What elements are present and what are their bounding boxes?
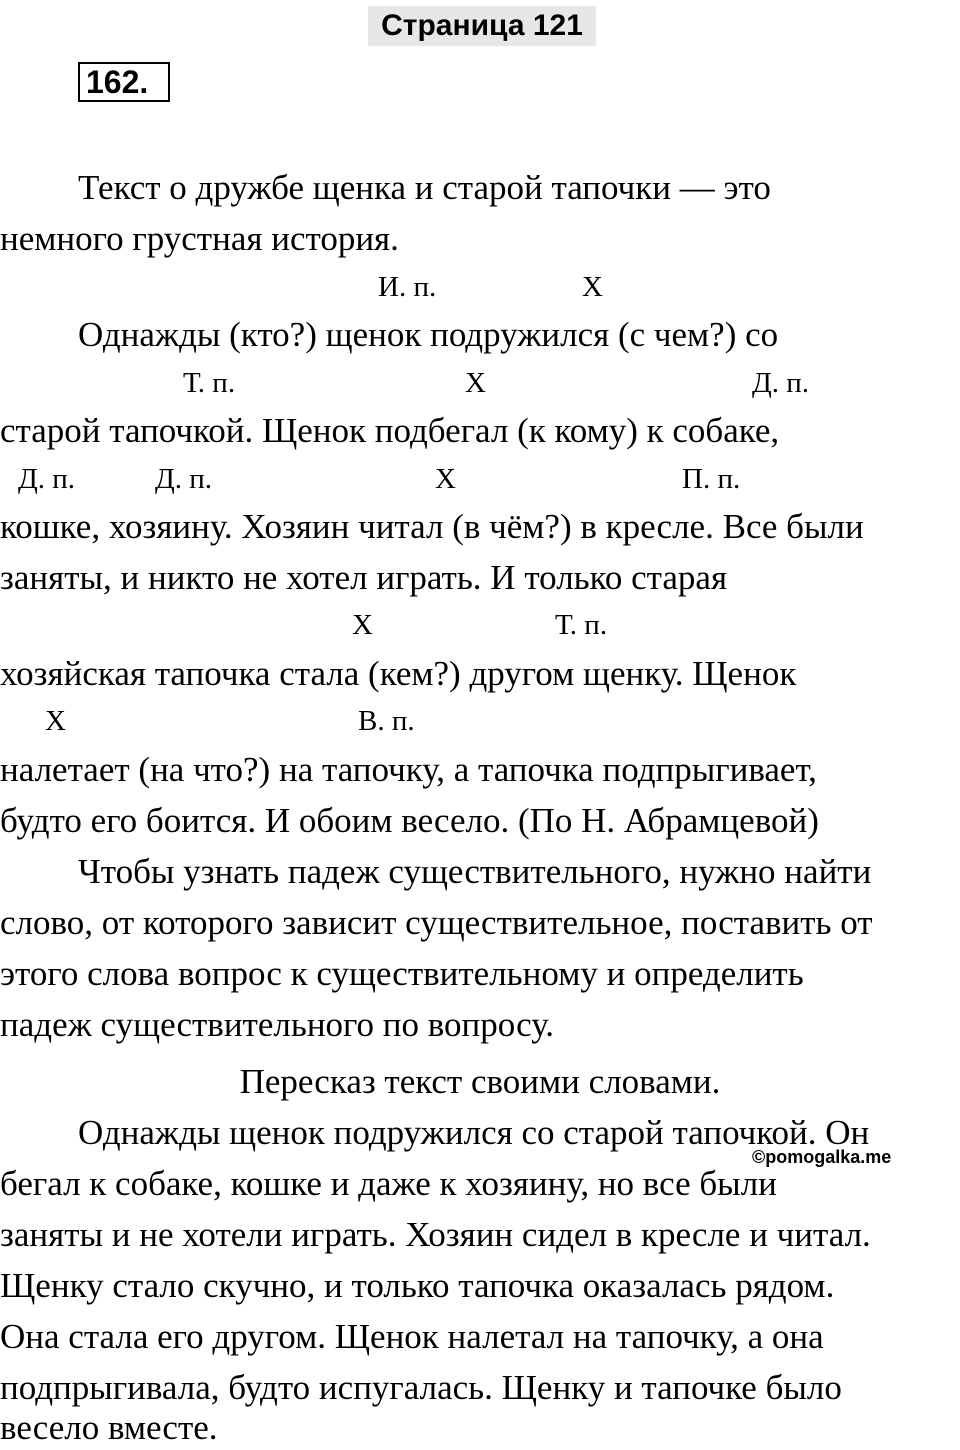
text-line: будто его боится. И обоим весело. (По Н. Абрамцевой) [0, 801, 819, 840]
text-line: немного грустная история. [0, 219, 399, 258]
watermark: ©pomogalka.me [752, 1147, 892, 1167]
case-annotation: Д. п. [752, 367, 810, 399]
case-annotation: Х [352, 609, 373, 641]
case-annotation: Т. п. [183, 367, 236, 399]
text-line: Щенку стало скучно, и только тапочка оказалась рядом. [0, 1266, 835, 1305]
text-line: Текст о дружбе щенка и старой тапочки — это [78, 168, 771, 207]
text-line: весело вместе. [0, 1408, 218, 1447]
text-line: Она стала его другом. Щенок налетал на тапочку, а она [0, 1317, 824, 1356]
case-annotation: Х [435, 463, 456, 495]
text-line: кошке, хозяину. Хозяин читал (в чём?) в кресле. Все были [0, 507, 864, 546]
text-line: Чтобы узнать падеж существительного, нужно найти [78, 852, 872, 891]
section-heading: Пересказ текст своими словами. [239, 1062, 721, 1101]
case-annotation: Т. п. [555, 609, 608, 641]
case-annotation: Х [45, 705, 66, 737]
case-annotation: Х [465, 367, 486, 399]
text-line: Однажды щенок подружился со старой тапочкой. Он [78, 1113, 870, 1152]
task-number: 162. [78, 62, 170, 102]
text-line: заняты, и никто не хотел играть. И только старая [0, 558, 728, 597]
text-line: падеж существительного по вопросу. [0, 1005, 554, 1044]
page-title: Страница 121 [368, 6, 596, 46]
case-annotation: И. п. [378, 271, 437, 303]
text-line: старой тапочкой. Щенок подбегал (к кому) к собаке, [0, 411, 780, 450]
text-line: этого слова вопрос к существительному и определить [0, 954, 804, 993]
case-annotation: Х [582, 271, 603, 303]
case-annotation: В. п. [358, 705, 415, 737]
case-annotation: Д. п. [18, 463, 76, 495]
text-line: хозяйская тапочка стала (кем?) другом щенку. Щенок [0, 654, 797, 693]
text-line: подпрыгивала, будто испугалась. Щенку и тапочке было [0, 1368, 842, 1407]
case-annotation: П. п. [682, 463, 741, 495]
text-line: слово, от которого зависит существительное, поставить от [0, 903, 873, 942]
text-line: Однажды (кто?) щенок подружился (с чем?) со [78, 315, 779, 354]
text-line: заняты и не хотели играть. Хозяин сидел в кресле и читал. [0, 1215, 871, 1254]
case-annotation: Д. п. [155, 463, 213, 495]
text-line: налетает (на что?) на тапочку, а тапочка подпрыгивает, [0, 750, 817, 789]
text-line: бегал к собаке, кошке и даже к хозяину, но все были [0, 1164, 777, 1203]
